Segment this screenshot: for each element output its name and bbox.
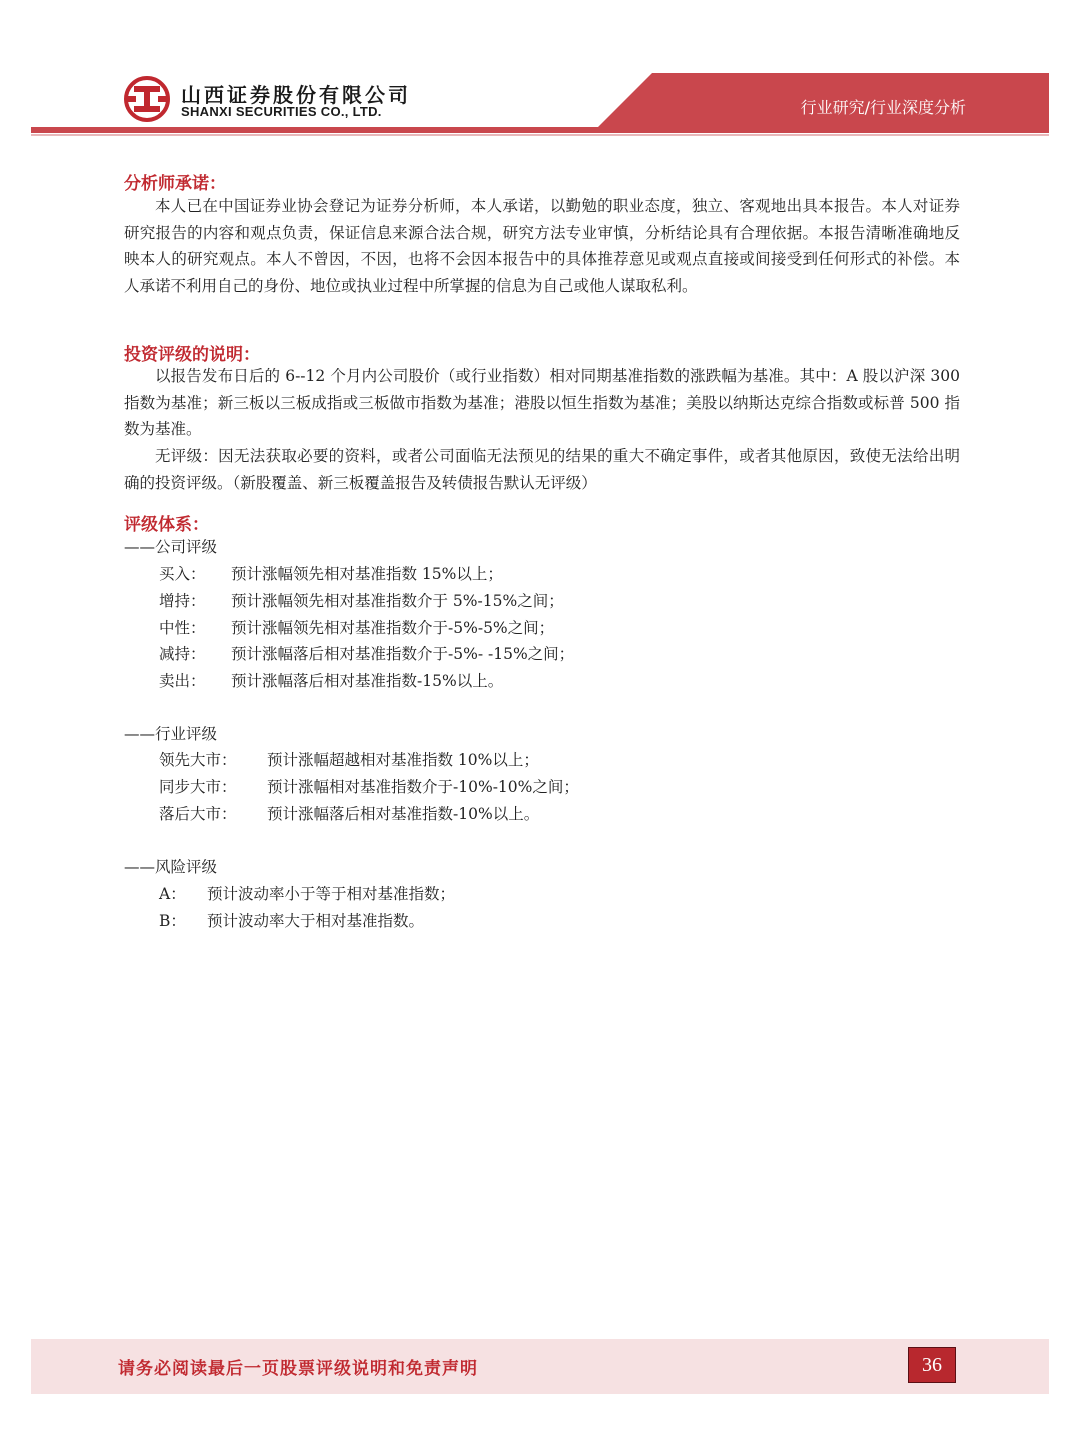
rating-label: 中性：	[159, 619, 206, 637]
risk-rating-heading: ——风险评级	[124, 858, 218, 876]
page-footer	[31, 1339, 1049, 1394]
company-rating-heading: ——公司评级	[124, 538, 218, 556]
rating-description-title: 投资评级的说明：	[124, 345, 260, 365]
page-number: 36	[908, 1347, 956, 1383]
rating-description: 预计涨幅相对基准指数介于-10%-10%之间；	[267, 778, 579, 796]
rating-description: 预计涨幅落后相对基准指数-15%以上。	[231, 672, 504, 690]
rating-label: 增持：	[159, 592, 206, 610]
rating-description: 预计波动率大于相对基准指数。	[207, 912, 425, 930]
rating-label: B：	[159, 912, 186, 930]
analyst-commitment-body: 本人已在中国证券业协会登记为证券分析师，本人承诺，以勤勉的职业态度，独立、客观地出具本报告。本人对证券研究报告的内容和观点负责，保证信息来源合法合规，研究方法专业审慎，分析结论具有合理依据。本报告清晰准确地反映本人的研究观点。本人不曾因，不因，也将不会因本报告中的具体推荐意见或观点直接或间接受到任何形式的补偿。本人承诺不利用自己的身份、地位或执业过程中所掌握的信息为自己或他人谋取私利。	[124, 197, 960, 295]
company-name-en: SHANXI SECURITIES CO., LTD.	[181, 104, 382, 119]
rating-label: 落后大市：	[159, 805, 237, 823]
company-logo-icon	[124, 76, 170, 122]
rating-description: 预计涨幅超越相对基准指数 10%以上；	[267, 751, 539, 769]
rating-label: 减持：	[159, 645, 206, 663]
rating-description: 预计波动率小于等于相对基准指数；	[207, 885, 456, 903]
disclaimer-notice: 请务必阅读最后一页股票评级说明和免责声明	[118, 1359, 478, 1379]
rating-label: 同步大市：	[159, 778, 237, 796]
company-name-cn: 山西证券股份有限公司	[181, 83, 411, 107]
rating-description: 预计涨幅落后相对基准指数-10%以上。	[267, 805, 540, 823]
rating-label: 卖出：	[159, 672, 206, 690]
rating-description-para-1: 以报告发布日后的 6--12 个月内公司股价（或行业指数）相对同期基准指数的涨跌幅为基准。其中：A 股以沪深 300 指数为基准；新三板以三板成指或三板做市指数为基准；港股以恒生指数为基准；美股以纳斯达克综合指数或标普 500 指数为基准。	[124, 367, 960, 438]
rating-description: 预计涨幅落后相对基准指数介于-5%- -15%之间；	[231, 645, 575, 663]
rating-label: 买入：	[159, 565, 206, 583]
analyst-commitment-title: 分析师承诺：	[124, 174, 226, 194]
page-header	[0, 0, 1080, 140]
rating-description: 预计涨幅领先相对基准指数介于 5%-15%之间；	[231, 592, 564, 610]
industry-rating-heading: ——行业评级	[124, 725, 218, 743]
rating-label: A：	[159, 885, 186, 903]
rating-description-para-2: 无评级：因无法获取必要的资料，或者公司面临无法预见的结果的重大不确定事件，或者其他原因，致使无法给出明确的投资评级。（新股覆盖、新三板覆盖报告及转债报告默认无评级）	[124, 447, 960, 492]
rating-description: 预计涨幅领先相对基准指数 15%以上；	[231, 565, 503, 583]
report-type-label: 行业研究/行业深度分析	[800, 98, 966, 117]
rating-label: 领先大市：	[159, 751, 237, 769]
rating-description: 预计涨幅领先相对基准指数介于-5%-5%之间；	[231, 619, 555, 637]
rating-system-title: 评级体系：	[124, 515, 209, 535]
